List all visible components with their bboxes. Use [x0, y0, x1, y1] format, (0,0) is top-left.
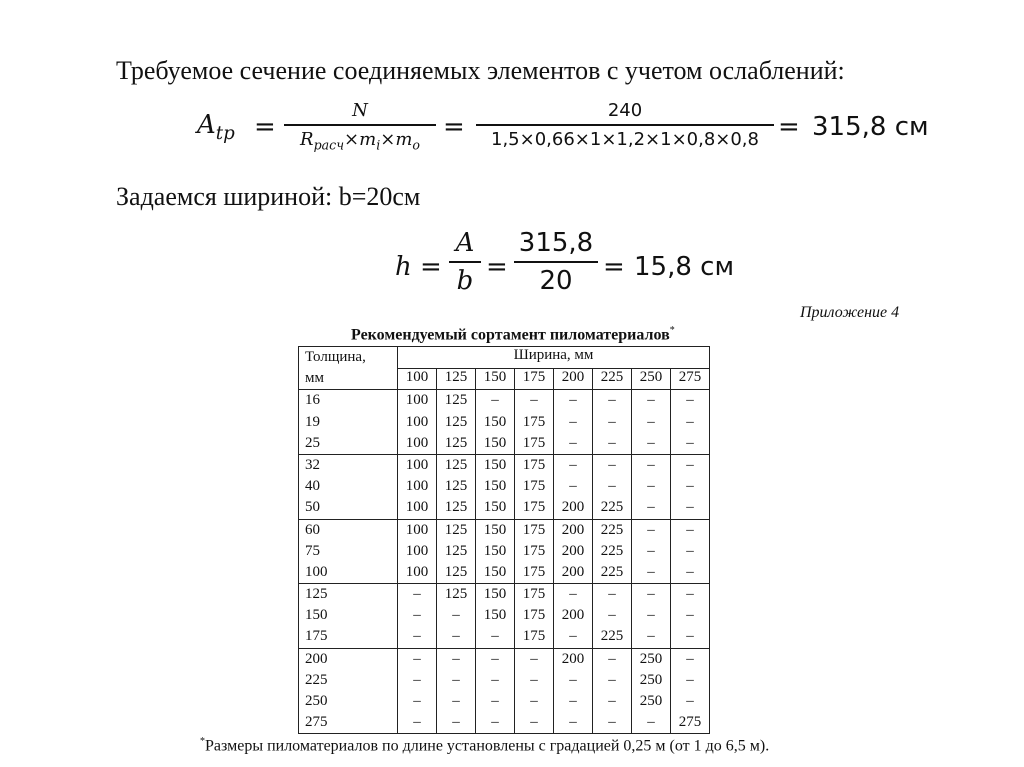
width-value: – [608, 456, 616, 473]
width-value-cell [593, 390, 632, 455]
footnote-mark: * [200, 736, 205, 747]
width-value-cell [632, 454, 671, 519]
formula1-lhs-sub: tp [215, 123, 235, 145]
width-value: – [608, 671, 616, 688]
width-value-cell [554, 648, 593, 734]
width-value: 175 [522, 413, 546, 430]
width-value: – [452, 607, 460, 624]
width-value-cell [515, 584, 554, 649]
width-value: – [413, 586, 421, 603]
width-value: – [686, 650, 694, 667]
width-value: – [686, 413, 694, 430]
width-value: – [491, 650, 499, 667]
width-value-cell [437, 519, 476, 584]
width-value: 250 [639, 650, 663, 667]
thickness-cell [299, 648, 398, 734]
width-value: – [647, 607, 655, 624]
width-value-cell [593, 648, 632, 734]
width-value: 125 [444, 542, 468, 559]
formula1-eq1: = [254, 112, 276, 142]
width-value: – [413, 607, 421, 624]
width-value: – [530, 392, 538, 409]
thickness-value: 125 [305, 586, 328, 603]
width-header-cell: 225 [593, 369, 632, 390]
width-value: 150 [483, 456, 507, 473]
width-value: – [686, 456, 694, 473]
formula2-eq1: = [420, 252, 442, 282]
width-header-cell: 200 [554, 369, 593, 390]
width-value-cell [671, 519, 710, 584]
width-value: – [608, 714, 616, 731]
width-value: 175 [522, 586, 546, 603]
width-value: – [647, 478, 655, 495]
width-value: – [608, 693, 616, 709]
thickness-cell [299, 584, 398, 649]
width-value: – [491, 693, 499, 709]
width-value: – [452, 714, 460, 731]
width-value: – [530, 650, 538, 667]
width-value-cell [593, 584, 632, 649]
formula2-den1: b [456, 266, 474, 296]
heading-text: Требуемое сечение соединяемых элементов с учетом ослаблений: [116, 56, 845, 85]
width-value: 150 [483, 542, 507, 559]
width-value: 250 [639, 693, 663, 709]
width-value: 175 [522, 478, 546, 495]
formula2-bar1 [449, 261, 481, 263]
width-value: – [530, 693, 538, 709]
width-value: – [686, 628, 694, 645]
width-value: – [569, 628, 577, 645]
width-value: – [647, 521, 655, 538]
width-value-cell [398, 519, 437, 584]
thickness-value: 25 [305, 434, 320, 451]
width-value: 175 [522, 628, 546, 645]
formula2-eq2: = [486, 252, 508, 282]
width-value: – [413, 628, 421, 645]
thickness-value: 225 [305, 671, 328, 688]
width-value: 225 [600, 542, 624, 559]
formula1-den2: 1,5×0,66×1×1,2×1×0,8×0,8 [491, 129, 759, 150]
width-value-cell [437, 390, 476, 455]
width-value-cell [398, 454, 437, 519]
width-value: – [647, 499, 655, 516]
width-value: – [686, 693, 694, 709]
width-value: 100 [405, 456, 429, 473]
width-value-cell [476, 390, 515, 455]
width-value-cell [398, 390, 437, 455]
width-value-cell [554, 519, 593, 584]
width-value-cell [671, 584, 710, 649]
table-title-footnote-mark: * [669, 325, 675, 336]
width-value: 175 [522, 499, 546, 516]
width-value-cell [437, 648, 476, 734]
width-value: 150 [483, 521, 507, 538]
width-value: 175 [522, 563, 546, 580]
footnote-text: Размеры пиломатериалов по длине установлены с градацией 0,25 м (от 1 до 6,5 м). [205, 737, 770, 755]
width-value-cell [476, 454, 515, 519]
thickness-value: 60 [305, 521, 320, 538]
formula2-num2: 315,8 [518, 228, 594, 258]
width-value-cell [554, 390, 593, 455]
width-value-cell [632, 584, 671, 649]
footnote [200, 736, 769, 755]
thickness-value: 19 [305, 413, 320, 430]
thickness-value: 40 [305, 478, 320, 495]
width-header-cell: 150 [476, 369, 515, 390]
width-value: 125 [444, 392, 468, 409]
width-value: 250 [639, 671, 663, 688]
formula2-lhs: h [395, 252, 412, 282]
formula2-num1: A [455, 228, 475, 258]
width-value: – [686, 671, 694, 688]
width-value: – [569, 671, 577, 688]
width-value: – [686, 478, 694, 495]
width-value: 275 [678, 714, 702, 731]
width-value: 100 [405, 542, 429, 559]
table-title-text: Рекомендуемый сортамент пиломатериалов [351, 326, 670, 344]
appendix-label: Приложение 4 [800, 304, 900, 321]
width-value: 200 [561, 650, 585, 667]
width-value: – [569, 392, 577, 409]
width-value-cell [515, 390, 554, 455]
width-value: 200 [561, 563, 585, 580]
width-value: 100 [405, 413, 429, 430]
width-value: – [686, 499, 694, 516]
formula1-den1: $R_{расч}\times m_i\times m_o$ [300, 129, 420, 153]
thickness-value: 175 [305, 628, 328, 645]
formula1-fraction1 [284, 100, 436, 153]
formula1-result: 315,8 см [812, 112, 929, 142]
width-value: – [647, 392, 655, 409]
table-group-row [299, 454, 710, 519]
formula2-fraction1 [449, 228, 481, 296]
width-value: – [491, 392, 499, 409]
width-value-cell [632, 390, 671, 455]
width-value: – [413, 650, 421, 667]
width-value-cell [515, 454, 554, 519]
thickness-header-line-1: Толщина, [305, 349, 366, 365]
width-value: – [530, 671, 538, 688]
width-value-cell [515, 519, 554, 584]
width-value-cell [593, 519, 632, 584]
width-value: 225 [600, 499, 624, 516]
width-value-cell [398, 648, 437, 734]
width-value: – [608, 413, 616, 430]
width-value-cell [632, 519, 671, 584]
thickness-value: 200 [305, 650, 328, 667]
formula2-den2: 20 [539, 266, 573, 296]
width-value-cell [671, 454, 710, 519]
width-value-cell [437, 584, 476, 649]
width-value: – [569, 586, 577, 603]
width-value: 175 [522, 607, 546, 624]
width-value: – [686, 521, 694, 538]
width-value: 125 [444, 434, 468, 451]
width-value: – [647, 434, 655, 451]
width-value: – [686, 607, 694, 624]
thickness-value: 100 [305, 563, 328, 580]
width-value: – [647, 586, 655, 603]
width-value: – [530, 714, 538, 731]
width-value: 175 [522, 434, 546, 451]
width-value: – [413, 693, 421, 709]
width-header-cell: 175 [515, 369, 554, 390]
width-value-cell [671, 648, 710, 734]
thickness-value: 150 [305, 607, 328, 624]
width-value-cell [554, 584, 593, 649]
width-value: – [686, 392, 694, 409]
width-value: – [686, 586, 694, 603]
table-group-row [299, 519, 710, 584]
thickness-value: 75 [305, 542, 320, 559]
width-value: – [491, 671, 499, 688]
formula1-eq2: = [443, 112, 465, 142]
width-value: – [413, 714, 421, 731]
width-value-cell [476, 519, 515, 584]
formula1-num1: N [352, 100, 368, 121]
width-value-cell [476, 648, 515, 734]
width-value: – [647, 628, 655, 645]
formula1-num2: 240 [607, 100, 643, 121]
width-value-cell [437, 454, 476, 519]
width-value: 125 [444, 586, 468, 603]
width-value: – [608, 478, 616, 495]
width-value: 125 [444, 478, 468, 495]
width-header-cell: 125 [437, 369, 476, 390]
table-group-row [299, 648, 710, 734]
width-value: 225 [600, 563, 624, 580]
width-header-cell: 100 [398, 369, 437, 390]
width-value: – [452, 650, 460, 667]
lumber-assortment-table [298, 346, 710, 734]
thickness-value: 250 [305, 693, 328, 709]
formula1-lhs: A [197, 110, 216, 140]
width-value: – [452, 628, 460, 645]
width-value: 175 [522, 521, 546, 538]
width-value: – [686, 563, 694, 580]
thickness-value: 16 [305, 392, 320, 409]
width-value: – [569, 456, 577, 473]
width-value: 175 [522, 456, 546, 473]
width-value: – [452, 693, 460, 709]
formula1-bar1 [284, 124, 436, 126]
width-value-cell [554, 454, 593, 519]
formula2-fraction2 [514, 228, 598, 296]
width-value-cell [593, 454, 632, 519]
width-value-cell [476, 584, 515, 649]
width-value: – [608, 392, 616, 409]
width-value: 200 [561, 521, 585, 538]
width-value: – [569, 478, 577, 495]
width-value: – [686, 542, 694, 559]
formula2-bar2 [514, 261, 598, 263]
thickness-value: 32 [305, 456, 320, 473]
width-value: – [647, 563, 655, 580]
table-title [351, 325, 675, 344]
width-value: – [569, 413, 577, 430]
formula2-eq3: = [603, 252, 625, 282]
thickness-value: 275 [305, 714, 328, 731]
width-value: 225 [600, 521, 624, 538]
width-value: – [491, 714, 499, 731]
width-value: 100 [405, 499, 429, 516]
width-header-cell: 250 [632, 369, 671, 390]
width-value: – [608, 586, 616, 603]
width-value: 200 [561, 607, 585, 624]
width-value: – [569, 434, 577, 451]
width-value: – [452, 671, 460, 688]
width-value: 150 [483, 478, 507, 495]
formula2-result: 15,8 см [634, 252, 735, 282]
width-value: 100 [405, 392, 429, 409]
width-value: – [608, 650, 616, 667]
formula1-fraction2 [476, 100, 774, 150]
assortment-table [298, 346, 710, 734]
table-group-row [299, 390, 710, 455]
width-value: 125 [444, 413, 468, 430]
formula1-eq3: = [778, 112, 800, 142]
thickness-value: 50 [305, 499, 320, 516]
thickness-cell [299, 454, 398, 519]
width-value: 150 [483, 586, 507, 603]
width-value: – [491, 628, 499, 645]
formula1-bar2 [476, 124, 774, 126]
width-value: 175 [522, 542, 546, 559]
width-value: 200 [561, 542, 585, 559]
width-value: 200 [561, 499, 585, 516]
width-value: 125 [444, 456, 468, 473]
table-header-row-1 [299, 347, 710, 369]
width-value: – [608, 434, 616, 451]
width-value: 150 [483, 563, 507, 580]
width-header: Ширина, мм [398, 347, 710, 369]
thickness-header [299, 347, 398, 390]
width-value-cell [398, 584, 437, 649]
width-value: – [569, 714, 577, 731]
width-value: – [569, 693, 577, 709]
width-value: 100 [405, 563, 429, 580]
width-value: – [686, 434, 694, 451]
width-value: – [608, 607, 616, 624]
width-value: 225 [600, 628, 624, 645]
width-value: – [413, 671, 421, 688]
width-value: 150 [483, 413, 507, 430]
width-value: 100 [405, 478, 429, 495]
width-choice-text: Задаемся шириной: b=20см [116, 182, 421, 211]
thickness-cell [299, 519, 398, 584]
width-value: – [647, 456, 655, 473]
width-value: 150 [483, 607, 507, 624]
width-value: 100 [405, 521, 429, 538]
width-value-cell [671, 390, 710, 455]
thickness-cell [299, 390, 398, 455]
width-header-cell: 275 [671, 369, 710, 390]
width-value-cell [632, 648, 671, 734]
width-value: 125 [444, 521, 468, 538]
width-value: 150 [483, 499, 507, 516]
thickness-header-line-2: мм [305, 370, 324, 387]
width-value: 100 [405, 434, 429, 451]
width-value: – [647, 542, 655, 559]
width-value-cell [515, 648, 554, 734]
width-value: – [647, 413, 655, 430]
width-value: – [647, 714, 655, 731]
table-group-row [299, 584, 710, 649]
width-value: 125 [444, 563, 468, 580]
width-value: 150 [483, 434, 507, 451]
width-value: 125 [444, 499, 468, 516]
